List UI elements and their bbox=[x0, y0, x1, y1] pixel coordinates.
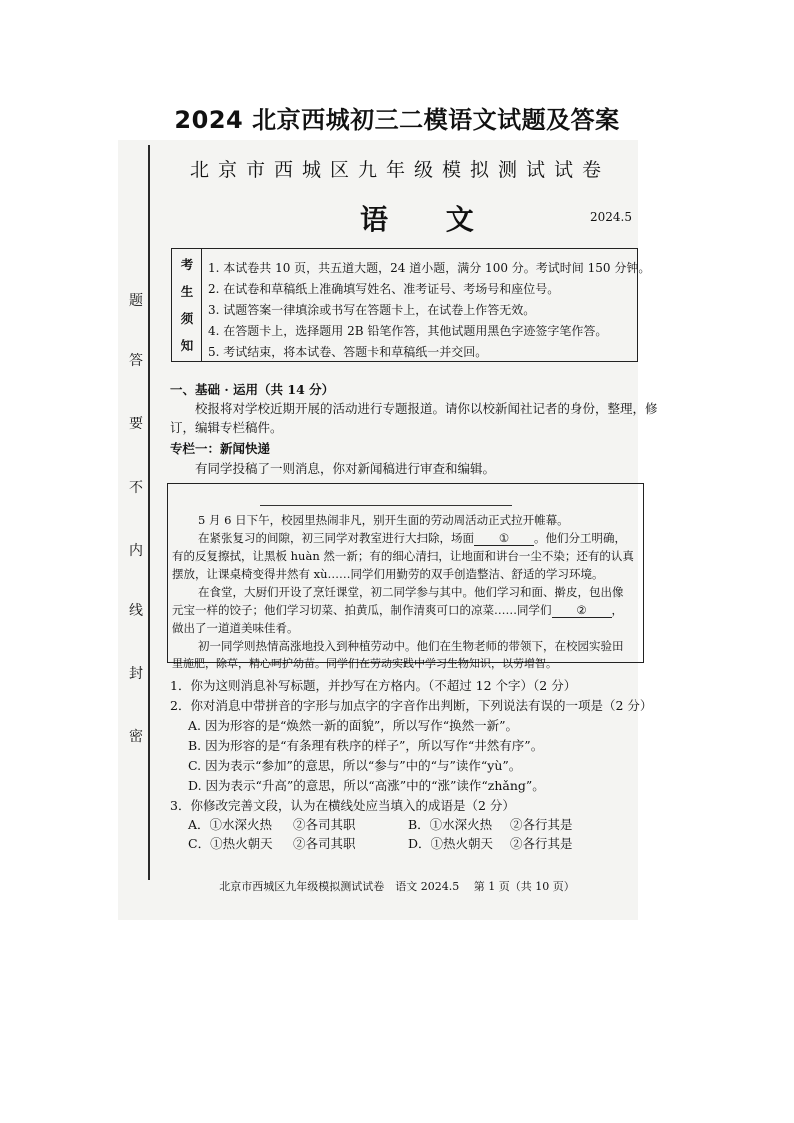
news-paragraph: 做出了一道道美味佳肴。 bbox=[172, 621, 299, 635]
question-2: 2．你对消息中带拼音的字形与加点字的字音作出判断，下列说法有误的一项是（2 分） bbox=[170, 698, 653, 713]
binding-char: 题 bbox=[129, 293, 143, 309]
news-text: 元宝一样的饺子；他们学习切菜、拍黄瓜，制作清爽可口的凉菜……同学们 bbox=[172, 603, 552, 617]
candidate-notice-box bbox=[171, 248, 651, 362]
document-title: 2024 北京西城初三二模语文试题及答案 bbox=[174, 106, 620, 134]
option-d-second: ②各行其是 bbox=[510, 836, 573, 851]
blank-2[interactable]: ② bbox=[552, 603, 612, 618]
column-intro: 有同学投稿了一则消息，你对新闻稿进行审查和编辑。 bbox=[195, 461, 496, 476]
blank-1[interactable]: ① bbox=[474, 531, 534, 546]
exam-title: 北京市西城区九年级模拟测试试卷 bbox=[189, 159, 610, 181]
news-paragraph: 里施肥，除草，精心呵护幼苗。同学们在劳动实践中学习生物知识，以劳增智。 bbox=[172, 657, 557, 670]
option-b[interactable]: B．①水深火热 bbox=[408, 817, 493, 832]
binding-char: 内 bbox=[129, 543, 143, 559]
section-heading: 一、基础 · 运用（共 14 分） bbox=[170, 382, 335, 397]
news-paragraph: 有的反复擦拭，让黑板 huàn 然一新；有的细心清扫，让地面和讲台一尘不染；还有的认真 bbox=[172, 549, 634, 563]
section-intro: 订，编辑专栏稿件。 bbox=[170, 420, 283, 435]
notice-item: 4. 在答题卡上，选择题用 2B 铅笔作答，其他试题用黑色字迹签字笔作答。 bbox=[208, 324, 608, 338]
question-3: 3．你修改完善文段，认为在横线处应当填入的成语是（2 分） bbox=[170, 798, 515, 813]
option-b-second: ②各行其是 bbox=[510, 817, 573, 832]
news-text: ， bbox=[611, 603, 623, 617]
binding-char: 不 bbox=[129, 480, 143, 496]
notice-label-char: 须 bbox=[180, 311, 194, 326]
binding-char: 要 bbox=[129, 416, 143, 432]
page-footer: 北京市西城区九年级模拟测试试卷 语文 2024.5 第 1 页（共 10 页） bbox=[219, 880, 575, 893]
question-1: 1．你为这则消息补写标题，并抄写在方格内。（不超过 12 个字）（2 分） bbox=[170, 678, 577, 693]
option-c[interactable]: C. 因为表示“参加”的意思，所以“参与”中的“与”读作“yù”。 bbox=[188, 758, 522, 773]
notice-item: 2. 在试卷和草稿纸上准确填写姓名、准考证号、考场号和座位号。 bbox=[208, 282, 560, 296]
option-b[interactable]: B. 因为形容的是“有条理有秩序的样子”，所以写作“井然有序”。 bbox=[188, 738, 544, 753]
news-paragraph: 5 月 6 日下午，校园里热闹非凡，别开生面的劳动周活动正式拉开帷幕。 bbox=[198, 513, 569, 527]
notice-item: 5. 考试结束，将本试卷、答题卡和草稿纸一并交回。 bbox=[208, 345, 488, 359]
news-paragraph bbox=[172, 602, 623, 618]
section-intro: 校报将对学校近期开展的活动进行专题报道。请你以校新闻社记者的身份，整理，修 bbox=[195, 401, 658, 416]
column-title: 专栏一：新闻快递 bbox=[170, 441, 271, 456]
news-paragraph: 在食堂，大厨们开设了烹饪课堂，初二同学参与其中。他们学习和面、擀皮，包出像 bbox=[198, 585, 624, 599]
notice-item: 1. 本试卷共 10 页，共五道大题，24 道小题，满分 100 分。考试时间 150 分钟。 bbox=[208, 261, 651, 275]
option-d[interactable]: D．①热火朝天 bbox=[408, 836, 494, 851]
binding-char: 密 bbox=[129, 729, 143, 745]
option-a[interactable]: A．①水深火热 bbox=[188, 817, 273, 832]
exam-date: 2024.5 bbox=[590, 210, 632, 224]
news-text: 在紧张复习的间隙，初三同学对教室进行大扫除，场面 bbox=[198, 531, 474, 545]
binding-line bbox=[148, 145, 150, 880]
option-a[interactable]: A. 因为形容的是“焕然一新的面貌”，所以写作“换然一新”。 bbox=[188, 718, 519, 733]
news-paragraph: 初一同学则热情高涨地投入到种植劳动中。他们在生物老师的带领下，在校园实验田 bbox=[198, 639, 624, 653]
news-paragraph: 摆放，让课桌椅变得井然有 xù……同学们用勤劳的双手创造整洁、舒适的学习环境。 bbox=[172, 567, 604, 581]
notice-label-char: 生 bbox=[180, 284, 194, 299]
news-text: 。他们分工明确， bbox=[534, 531, 626, 545]
title-blank-line[interactable] bbox=[260, 505, 512, 506]
news-paragraph bbox=[198, 530, 626, 546]
option-a-second: ②各司其职 bbox=[293, 817, 356, 832]
option-d[interactable]: D. 因为表示“升高”的意思，所以“高涨”中的“涨”读作“zhǎng”。 bbox=[188, 778, 545, 793]
notice-label-column bbox=[172, 249, 202, 361]
option-c[interactable]: C．①热火朝天 bbox=[188, 836, 273, 851]
binding-char: 答 bbox=[129, 353, 143, 369]
subject-title: 语 文 bbox=[360, 203, 498, 236]
notice-item: 3. 试题答案一律填涂或书写在答题卡上，在试卷上作答无效。 bbox=[208, 303, 536, 317]
notice-label-char: 知 bbox=[180, 338, 194, 353]
binding-char: 封 bbox=[129, 666, 143, 682]
binding-char: 线 bbox=[129, 603, 143, 619]
option-c-second: ②各司其职 bbox=[293, 836, 356, 851]
notice-label-char: 考 bbox=[180, 257, 194, 272]
